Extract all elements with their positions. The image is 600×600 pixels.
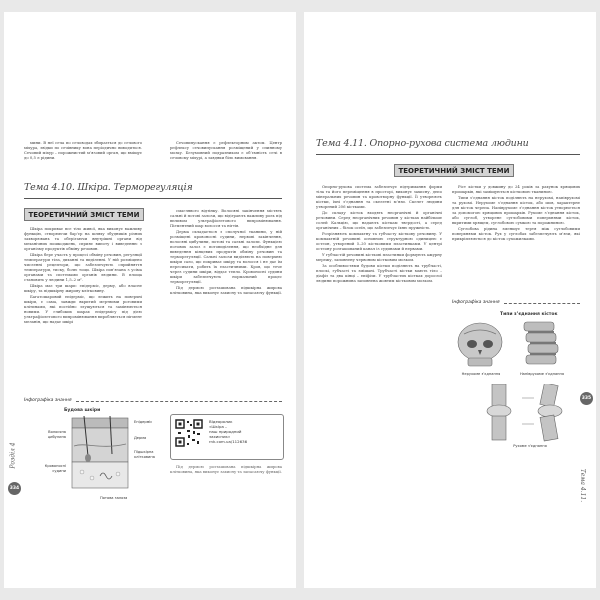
joints-figure-title: Типи з’єднання кісток bbox=[500, 312, 558, 317]
theory-banner: ТЕОРЕТИЧНИЙ ЗМІСТ ТЕМИ bbox=[24, 208, 144, 221]
skull-illustration bbox=[454, 320, 506, 370]
infographic-rule bbox=[504, 303, 580, 304]
label-immovable-joint: Нерухоме з’єднання bbox=[461, 372, 501, 376]
skin-diagram bbox=[70, 416, 130, 492]
topic-title: Тема 4.11. Опорно-рухова система людини bbox=[316, 138, 529, 149]
qr-caption: Відеоролик «Шкіра – наш природний захисник» rnk.com.ua/112636 bbox=[209, 419, 279, 444]
section-vertical-label: Розділ 4 bbox=[9, 442, 17, 469]
top-text-col2: Сечовипускання є рефлекторним актом. Центр рефлексу сечовипускання розміщений у спинному мозку. Безумовний подразником є об’ємність сечі в сечовому міхурі, а завдяки біль вимовання. bbox=[170, 140, 282, 160]
infographic-rule bbox=[76, 401, 282, 402]
label-semi-movable-joint: Напіврухоме з’єднання bbox=[519, 372, 565, 376]
hair-bulb bbox=[85, 454, 91, 462]
movable-joints-illustration bbox=[482, 384, 574, 442]
text-col1: Опорно-рухова система забезпечує підтримання форми тіла та його переміщення в просторі, виконує захисну, депо мінеральних речовин та кровотворну функції. Її утворюють кістки, їхні з’єднання та скелетні м’язи. Скелет людини утворений 206 кістками. До складу кісток входять неорганічні й органічні речовини. Серед неорганічних речовин у кістках найбільше солей Кальцію, що надають кісткам твердості, а серед органічних – білок осеїн, що забезпечує їхню пружність. Розрізняють компактну та губчасту кісткову речовину. У компактній речовині основною структурною одиницею є остеон, утворений 5–20 кістковими пластинками. У центрі остеону розташований канал із судинами й нервами. У губчастій речовині кісткові пластинки формують ажурну мережу, заповнену червоним кістковим мозком. За особливостями будови кістки поділяють на трубчасті, плоскі, губчасті та змішані. Трубчасті кістки мають тіло – діафіз та два кінці – епіфізи. У трубчастих кістках дорослої людини порожнина заповнена жовтим кістковим мозком. bbox=[316, 184, 442, 283]
infographic-label: Інфографіка знання bbox=[452, 300, 500, 305]
text-col2: смаглявого відтінку. Волосяні закінчення містять сальні й потові залози, що відіграють важливу роль під впливом ультрафіолетового випромінювання. Пігментний шар волосся та нігтів. Дерма складається з сполучної тканини, у ній розміщені кровоносні судини, нервові закінчення, волосяні цибулини, потові та сальні залози. Функцією потових залоз є потовиділення, що необхідне для виведення кінцевих продуктів обміну речовин та терморегуляції. Сальні залози виділяють на поверхню шкіри сало, що покриває шкіру та волосся і не дає їм пересихати, робить їх еластичними. Кров, що тече через судини шкіри, віддає тепло. Кровоносні судини шкіри забезпечують нормальний процес терморегуляції. Під дермою розташована підшкірна жирова клітковина, яка виконує захисну та запасаючу функції. bbox=[170, 208, 282, 295]
spine-illustration bbox=[518, 320, 562, 370]
label-movable-joint: Рухоме з’єднання bbox=[513, 444, 547, 448]
topic-rule bbox=[24, 198, 282, 199]
left-page bbox=[4, 12, 296, 588]
label-hair-bulb: Волосяна цибулина bbox=[47, 430, 66, 439]
top-text-col1: мини. В неї сеча по сечоводах збирається до сечового міхура, звідки по сечівнику вона періодично виводиться. Сечовий міхур – порожнистий м’язовий орган, що вміщує до 0,5 л рідини. bbox=[24, 140, 142, 160]
qr-video-box[interactable] bbox=[170, 414, 284, 460]
topic-title: Тема 4.10. Шкіра. Терморегуляція bbox=[24, 182, 193, 193]
text-col2-continued: Під дермою розташована підшкірна жирова клітковина, яка виконує захисну та запасаючу функції. bbox=[170, 464, 282, 474]
right-page bbox=[304, 12, 596, 588]
page-number-badge: 335 bbox=[580, 392, 593, 405]
infographic-label: Інфографіка знання bbox=[24, 398, 72, 403]
theory-banner: ТЕОРЕТИЧНИЙ ЗМІСТ ТЕМИ bbox=[394, 164, 514, 177]
label-dermis: Дерма bbox=[134, 436, 147, 440]
label-blood-vessels: Кровоносні судини bbox=[44, 464, 66, 473]
label-sweat-gland: Потова залоза bbox=[100, 496, 128, 500]
section-vertical-label: Тема 4.11. bbox=[579, 468, 587, 503]
label-hypodermis: Підшкірна клітковина bbox=[134, 450, 155, 459]
label-epidermis: Епідерміс bbox=[134, 420, 153, 424]
page-number-badge: 334 bbox=[8, 482, 21, 495]
text-col2: Ріст кістки у довжину до 24 років за рахунок хрящових прошарків, які заміщуються кістковою тканиною. Типи з’єднання кісток поділяють на нерухомі, напіврухомі та рухомі. Нерухоме з’єднання кісток, або шов, характерне для кісток черепа. Напіврухоме з’єднання кісток утворюється за допомогою хрящових прошарків. Рухоме з’єднання кісток, або суглоб, утворене суглобовими поверхнями кісток, вкритими хрящем, суглобовою сумкою та порожниною. Суглобова рідина зменшує тертя між суглобовими поверхнями кісток. Рух у суглобах забезпечують м’язи, які прикріплюються до кісток сухожилками. bbox=[452, 184, 580, 241]
skin-figure-title: Будова шкіри bbox=[64, 408, 101, 413]
text-col1: Шкіра покриває все тіло живої, яка виконує важливу функцію, створюючи бар’єр на шляху збудників різних захворювань та оберігаючи внутрішні органи від механічних пошкоджень, сприяє випоту і виведенню з організму продуктів обміну речовин. Шкіра бере участь у процесі обміну речовин, регуляції температури тіла, диханні та виділенні. У ній розміщено численні рецептори, що забезпечують сприйняття температури, тиску, болю тощо. Шкіра пов’язана з усіма органами та системами органів людини. В площа становить у людини 1,5–2 м². Шкіра має три шари: епідерміс, дерму, або власне шкіру, та підшкірну жирову клітковину. Багатошаровий епідерміс, що лежить на поверхні шкіри, є сама, завжди вкритий мертвими роговими клітинами, які постійно злущуються та замінюються новими. У глибоких шарах епідермісу під дією ультрафіолетового випромінювання виробляється пігмент меланін, що надає шкірі bbox=[24, 226, 142, 324]
skin-epidermis-layer bbox=[72, 418, 128, 428]
topic-rule bbox=[316, 154, 580, 155]
qr-code-icon[interactable] bbox=[175, 419, 203, 447]
qr-link[interactable]: rnk.com.ua/112636 bbox=[209, 439, 248, 444]
